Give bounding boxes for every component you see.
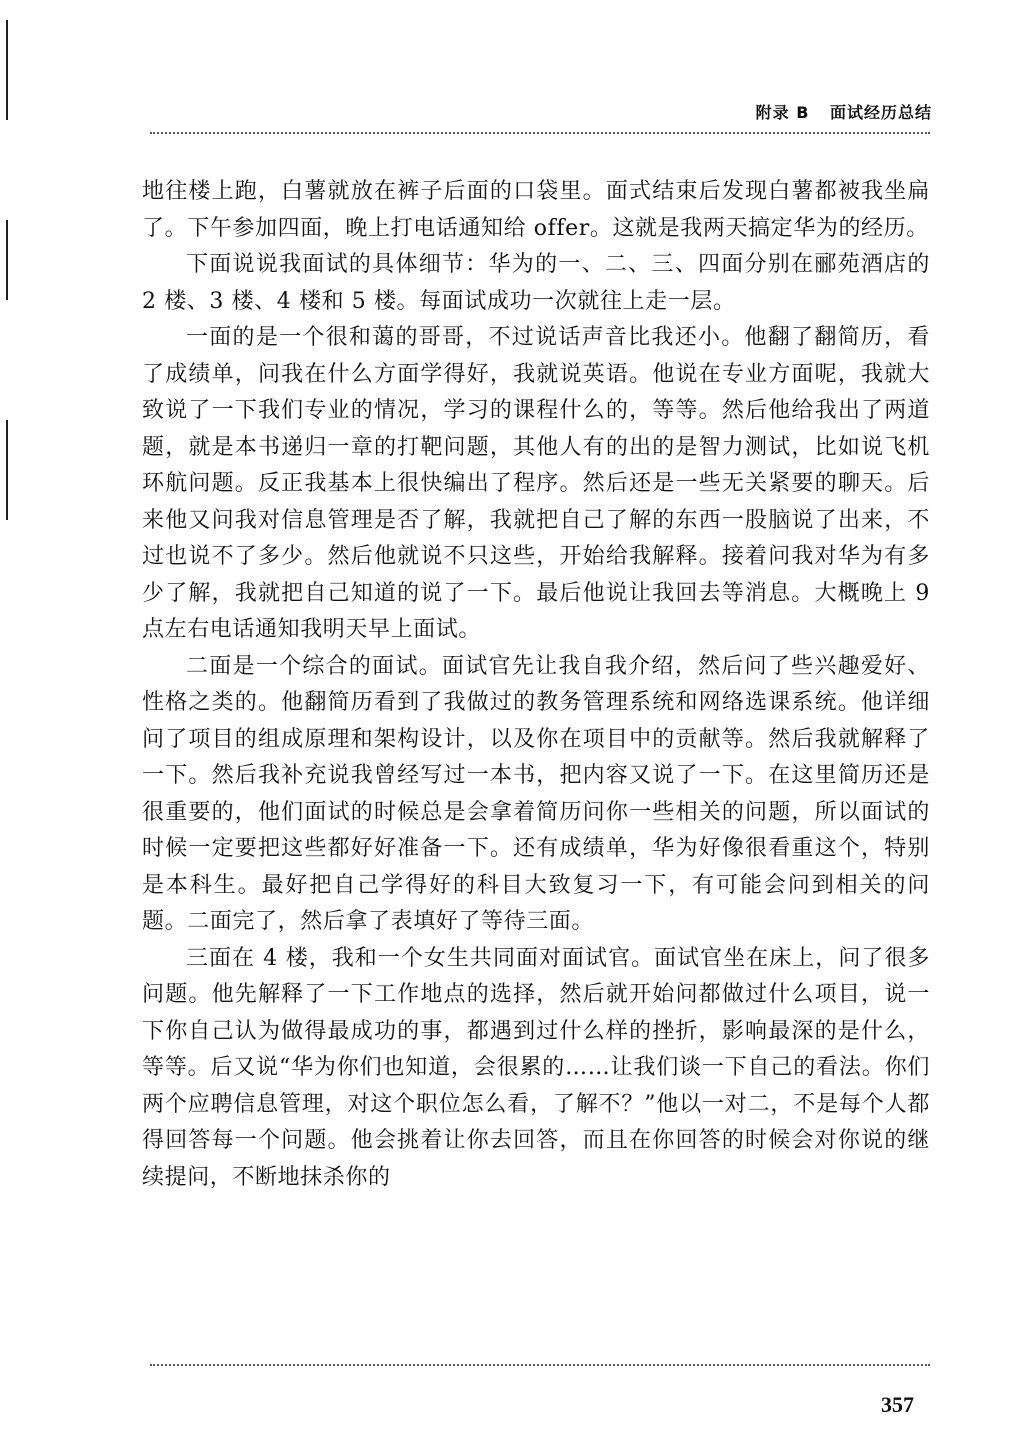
appendix-label: 附录 B (755, 103, 810, 122)
paragraph: 三面在 4 楼，我和一个女生共同面对面试官。面试官坐在床上，问了很多问题。他先解释了一下工作地点的选择，然后就开始问都做过什么项目，说一下你自己认为做得最成功的事，都遇到过什么样的挫折，影响最深的是什么，等等。后又说“华为你们也知道，会很累的……让我们谈一下自己的看法。你们两个应聘信息管理，对这个职位怎么看，了解不？”他以一对二，不是每个人都得回答每一个问题。他会挑着让你去回答，而且在你回答的时候会对你说的继续提问，不断地抹杀你的 (142, 945, 930, 1190)
scan-edge-mark (6, 220, 8, 300)
paragraph: 下面说说我面试的具体细节：华为的一、二、三、四面分别在郦苑酒店的 2 楼、3 楼、4 楼和 5 楼。每面试成功一次就往上走一层。 (142, 252, 930, 314)
page-body (142, 174, 930, 1196)
page-number: 357 (881, 1392, 914, 1417)
header-rule (150, 132, 930, 134)
scan-edge-mark (6, 420, 8, 520)
paragraph: 二面是一个综合的面试。面试官先让我自我介绍，然后问了些兴趣爱好、性格之类的。他翻简历看到了我做过的教务管理系统和网络选课系统。他详细问了项目的组成原理和架构设计，以及你在项目中的贡献等。然后我就解释了一下。然后我补充说我曾经写过一本书，把内容又说了一下。在这里简历还是很重要的，他们面试的时候总是会拿着简历问你一些相关的问题，所以面试的时候一定要把这些都好好准备一下。还有成绩单，华为好像很看重这个，特别是本科生。最好把自己学得好的科目大致复习一下，有可能会问到相关的问题。二面完了，然后拿了表填好了等待三面。 (142, 653, 930, 934)
paragraph: 一面的是一个很和蔼的哥哥，不过说话声音比我还小。他翻了翻简历，看了成绩单，问我在什么方面学得好，我就说英语。他说在专业方面呢，我就大致说了一下我们专业的情况，学习的课程什么的，等等。然后他给我出了两道题，就是本书递归一章的打靶问题，其他人有的出的是智力测试，比如说飞机环航问题。反正我基本上很快编出了程序。然后还是一些无关紧要的聊天。后来他又问我对信息管理是否了解，我就把自己了解的东西一股脑说了出来，不过也说不了多少。然后他就说不只这些，开始给我解释。接着问我对华为有多少了解，我就把自己知道的说了一下。最后他说让我回去等消息。大概晚上 9 点左右电话通知我明天早上面试。 (142, 325, 930, 642)
paragraph: 地往楼上跑，白薯就放在裤子后面的口袋里。面式结束后发现白薯都被我坐扁了。下午参加四面，晚上打电话通知给 offer。这就是我两天搞定华为的经历。 (142, 179, 930, 241)
footer-rule (150, 1364, 930, 1366)
section-title: 面试经历总结 (829, 103, 932, 122)
scan-edge-mark (6, 20, 8, 120)
running-header (756, 100, 932, 123)
